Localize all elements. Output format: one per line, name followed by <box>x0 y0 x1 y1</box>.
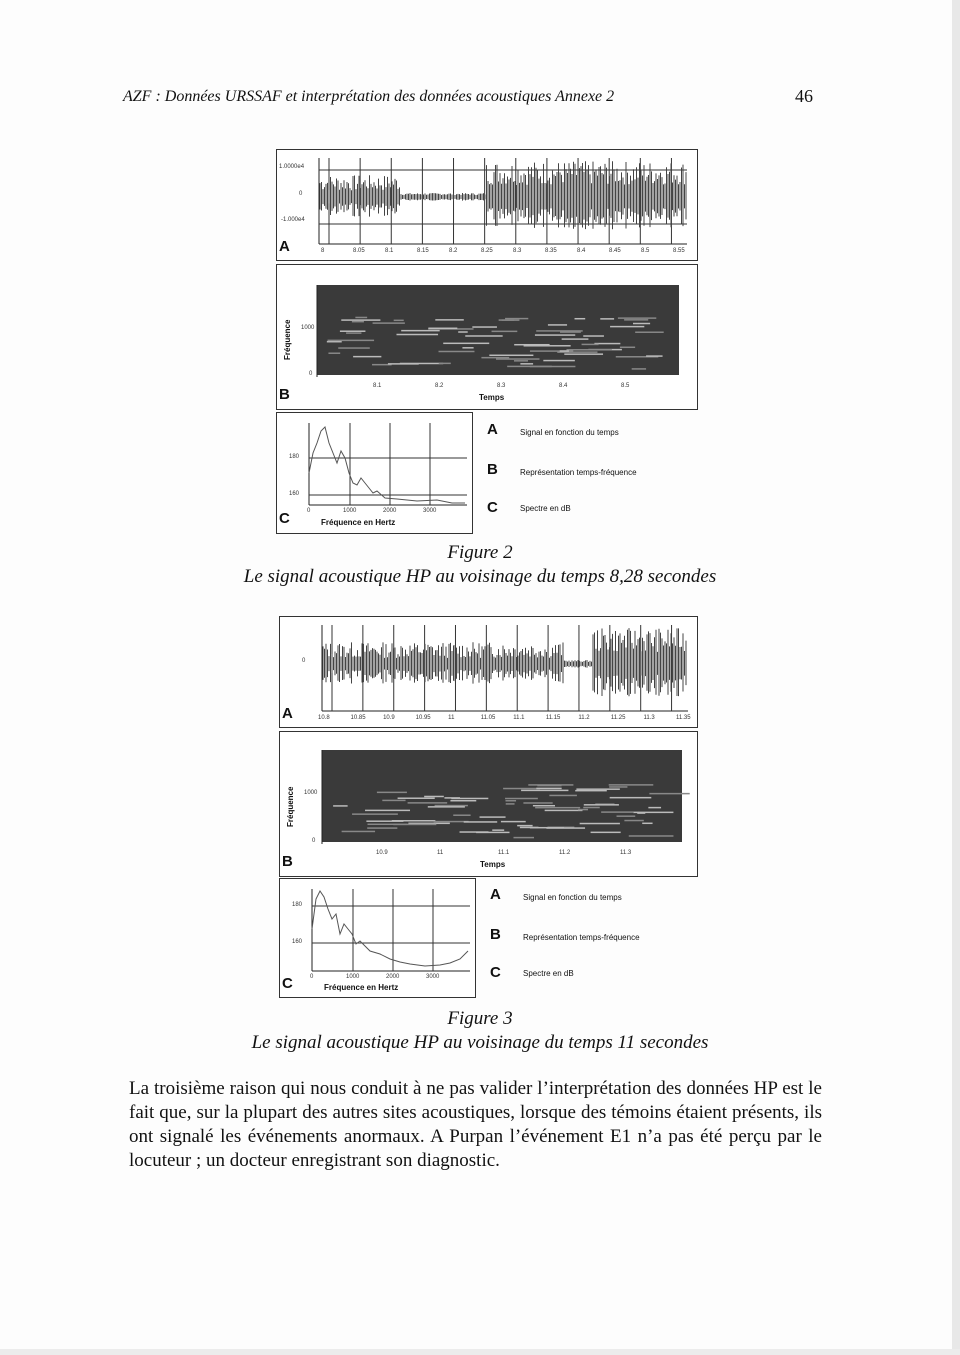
spectrogram-streak <box>528 784 573 786</box>
figure-2-c-xtick-1000: 1000 <box>343 508 357 514</box>
spectrogram-streak <box>340 330 366 332</box>
figure-3-c-xtick-3000: 3000 <box>426 974 440 980</box>
x-tick-label: 10.9 <box>383 715 395 721</box>
spectrogram-streak <box>642 823 652 825</box>
x-tick-label: 8.15 <box>417 248 429 254</box>
spectrogram-streak <box>624 820 643 822</box>
figure-3-legend-a-text: Signal en fonction du temps <box>523 893 622 902</box>
spectrogram-streak <box>521 790 568 792</box>
spectrum-curve <box>309 427 465 503</box>
spectrogram-streak <box>517 825 532 827</box>
figure-2-b-xlabel: Temps <box>479 393 505 402</box>
figure-2-spectrogram-plot <box>277 265 699 411</box>
spectrogram-streak <box>396 334 438 336</box>
spectrogram-streak <box>591 832 621 834</box>
spectrogram-streak <box>649 793 689 795</box>
figure-3-b-xlabel: Temps <box>480 860 506 869</box>
page-number: 46 <box>795 86 813 106</box>
spectrogram-streak <box>546 827 585 829</box>
figure-2-c-ytick-160: 160 <box>289 491 300 497</box>
spectrogram-streak <box>450 800 476 802</box>
spectrogram-streak <box>514 344 549 346</box>
x-tick-label: 11.15 <box>545 715 561 721</box>
x-tick-label: 11.35 <box>676 715 691 721</box>
figure-3-spectrogram-plot <box>280 732 699 878</box>
x-tick-label: 11 <box>448 715 455 721</box>
x-tick-label: 11.3 <box>643 715 655 721</box>
spectrogram-streak <box>341 319 380 321</box>
spectrogram-streak <box>365 810 410 812</box>
spectrogram-streak <box>535 334 575 336</box>
spectrogram-streak <box>620 347 635 349</box>
figure-2-legend-b-letter: B <box>487 461 498 478</box>
x-tick-label: 8.35 <box>545 248 557 254</box>
spectrogram-streak <box>443 343 489 345</box>
figure-2-spectrum-plot <box>277 413 474 535</box>
spectrogram-streak <box>501 821 526 823</box>
figure-2-c-xtick-0: 0 <box>307 508 311 514</box>
x-tick-label: 10.9 <box>376 850 388 856</box>
spectrogram-streak <box>575 318 586 320</box>
figure-3-spectrum-plot <box>280 879 477 999</box>
figure-3-a-letter: A <box>282 705 293 722</box>
figure-2-panel-a-waveform <box>276 149 698 261</box>
x-tick-label: 8.2 <box>435 383 444 389</box>
spectrogram-streak <box>632 368 646 370</box>
spectrogram-streak <box>388 363 419 365</box>
spectrogram-streak <box>575 790 607 792</box>
spectrogram-streak <box>584 804 619 806</box>
x-tick-label: 8.3 <box>497 383 506 389</box>
x-tick-label: 8.1 <box>373 383 382 389</box>
spectrogram-streak <box>560 350 569 352</box>
spectrogram-streak <box>543 360 575 362</box>
spectrogram-streak <box>637 812 645 814</box>
spectrogram-streak <box>507 366 552 368</box>
spectrogram-streak <box>465 335 502 337</box>
x-tick-label: 10.95 <box>415 715 431 721</box>
spectrogram-streak <box>458 331 468 333</box>
spectrogram-streak <box>601 811 634 813</box>
page-bottom-edge <box>0 1349 960 1355</box>
spectrogram-streak <box>610 326 644 328</box>
figure-2-legend-c-text: Spectre en dB <box>520 504 571 513</box>
spectrogram-streak <box>506 803 515 805</box>
page-edge <box>952 0 960 1355</box>
figure-3-panel-b-spectrogram <box>279 731 698 877</box>
spectrogram-streak <box>536 788 561 790</box>
figure-2-b-ytick-0: 0 <box>309 371 313 377</box>
figure-3-c-ytick-180: 180 <box>292 902 303 908</box>
x-tick-label: 11 <box>437 850 444 856</box>
spectrogram-streak <box>503 788 540 790</box>
figure-3-b-letter: B <box>282 853 293 870</box>
figure-3-caption-text: Le signal acoustique HP au voisinage du temps 11 secondes <box>251 1032 709 1053</box>
spectrogram-streak <box>566 349 611 351</box>
spectrogram-streak <box>434 821 469 823</box>
spectrogram-streak <box>377 792 407 794</box>
spectrogram-streak <box>428 806 465 808</box>
spectrogram-streak <box>393 824 436 826</box>
spectrogram-streak <box>408 802 448 804</box>
spectrogram-streak <box>609 786 627 788</box>
spectrogram-streak <box>492 829 504 831</box>
spectrogram-streak <box>514 360 528 362</box>
x-tick-label: 8.5 <box>641 248 650 254</box>
spectrogram-streak <box>646 355 662 357</box>
figure-3-panel-c-spectrum <box>279 878 476 998</box>
spectrogram-streak <box>580 823 620 825</box>
spectrogram-streak <box>439 351 475 353</box>
figure-3-legend-a-letter: A <box>490 886 501 903</box>
spectrogram-streak <box>548 324 567 326</box>
spectrogram-streak <box>564 353 603 355</box>
spectrum-curve <box>312 891 468 966</box>
spectrogram-streak <box>583 335 604 337</box>
x-tick-label: 11.25 <box>610 715 626 721</box>
figure-2-legend-a-text: Signal en fonction du temps <box>520 428 619 437</box>
figure-3-waveform-plot <box>280 617 699 729</box>
spectrogram-streak <box>464 821 497 823</box>
figure-2-c-letter: C <box>279 510 290 527</box>
x-tick-label: 8.4 <box>559 383 568 389</box>
spectrogram-streak <box>367 827 397 829</box>
spectrogram-streak <box>520 363 533 365</box>
figure-2-a-ytick-bottom: -1.000e4 <box>281 217 305 223</box>
figure-3-c-xtick-1000: 1000 <box>346 974 360 980</box>
x-tick-label: 8.1 <box>385 248 394 254</box>
spectrogram-streak <box>435 319 463 321</box>
x-tick-label: 11.3 <box>620 850 632 856</box>
spectrogram-streak <box>648 807 661 809</box>
spectrogram-streak <box>398 797 435 799</box>
figure-3-c-xtick-0: 0 <box>310 974 314 980</box>
x-tick-label: 11.1 <box>498 850 510 856</box>
spectrogram-streak <box>353 356 381 358</box>
spectrogram-streak <box>346 332 361 334</box>
figure-3-legend-b-letter: B <box>490 926 501 943</box>
spectrogram-streak <box>401 330 439 332</box>
figure-3-c-letter: C <box>282 975 293 992</box>
spectrogram-streak <box>328 340 375 342</box>
x-tick-label: 8 <box>321 248 325 254</box>
figure-3-b-ylabel: Fréquence <box>286 786 295 827</box>
figure-3-b-ytick-1000: 1000 <box>304 790 318 796</box>
figure-2-c-xtick-2000: 2000 <box>383 508 397 514</box>
spectrogram-streak <box>453 814 470 816</box>
spectrogram-streak <box>635 331 664 333</box>
figure-2-c-xtick-3000: 3000 <box>423 508 437 514</box>
figure-2-caption-text: Le signal acoustique HP au voisinage du temps 8,28 secondes <box>243 566 717 587</box>
figure-2-panel-c-spectrum <box>276 412 473 534</box>
spectrogram-streak <box>560 331 581 333</box>
spectrogram-streak <box>505 318 528 320</box>
spectrogram-streak <box>481 357 509 359</box>
spectrogram-streak <box>600 318 614 320</box>
spectrogram-streak <box>355 317 367 319</box>
figure-3-b-ytick-0: 0 <box>312 838 316 844</box>
spectrogram-streak <box>472 326 497 328</box>
figure-3-c-xlabel: Fréquence en Hertz <box>324 983 399 992</box>
spectrogram-streak <box>352 813 398 815</box>
figure-2-panel-b-spectrogram <box>276 264 698 410</box>
spectrogram-streak <box>505 800 516 802</box>
x-tick-label: 8.45 <box>609 248 621 254</box>
figure-3-legend-b-text: Représentation temps-fréquence <box>523 933 640 942</box>
figure-2-b-ytick-1000: 1000 <box>301 325 315 331</box>
spectrogram-streak <box>610 797 652 799</box>
spectrogram-streak <box>492 331 518 333</box>
x-tick-label: 8.05 <box>353 248 365 254</box>
figure-3-c-ytick-160: 160 <box>292 939 303 945</box>
figure-2-legend-b-text: Représentation temps-fréquence <box>520 468 637 477</box>
x-tick-label: 8.4 <box>577 248 586 254</box>
figure-3-a-ytick-zero: 0 <box>302 658 306 664</box>
x-tick-label: 10.85 <box>350 715 366 721</box>
x-tick-label: 8.5 <box>621 383 630 389</box>
figure-3-legend-c-text: Spectre en dB <box>523 969 574 978</box>
spectrogram-streak <box>333 805 347 807</box>
figure-2-b-letter: B <box>279 386 290 403</box>
spectrogram-streak <box>496 358 539 360</box>
figure-3-c-xtick-2000: 2000 <box>386 974 400 980</box>
spectrogram-streak <box>451 798 488 800</box>
figure-2-legend-c-letter: C <box>487 499 498 516</box>
figure-2-c-xlabel: Fréquence en Hertz <box>321 518 396 527</box>
spectrogram-streak <box>535 807 580 809</box>
x-tick-label: 8.2 <box>449 248 458 254</box>
figure-2-caption-title: Figure 2 <box>447 542 513 563</box>
spectrogram-streak <box>424 796 444 797</box>
spectrogram-streak <box>562 338 589 340</box>
spectrogram-streak <box>609 784 654 786</box>
spectrogram-streak <box>338 347 370 349</box>
body-paragraph: La troisième raison qui nous conduit à ne pas valider l’interprétation des données HP est le fait que, sur la plupart des autres sites acoustiques, lorsque des témoins étaient présents, ils ont signalé les événements anormaux. A Purpan l’événement E1 n’a pas été perçu par le locuteur ; un docteur enregistrant son diagnostic. <box>129 1078 822 1171</box>
figure-2-c-ytick-180: 180 <box>289 454 300 460</box>
figure-2-legend-a-letter: A <box>487 421 498 438</box>
spectrogram-streak <box>523 802 552 804</box>
x-tick-label: 11.2 <box>578 715 590 721</box>
spectrogram-streak <box>618 317 656 319</box>
spectrogram-streak <box>549 795 577 797</box>
spectrogram-streak <box>328 352 340 354</box>
spectrogram-streak <box>480 816 506 818</box>
spectrogram-streak <box>583 807 599 809</box>
figure-2-a-letter: A <box>279 238 290 255</box>
spectrogram-streak <box>489 355 533 357</box>
spectrogram-streak <box>327 341 342 343</box>
spectrogram-streak <box>505 798 538 800</box>
figure-2-a-ytick-zero: 0 <box>299 191 303 197</box>
figure-2-b-ylabel: Fréquence <box>283 319 292 360</box>
figure-3-legend-c-letter: C <box>490 964 501 981</box>
spectrogram-streak <box>439 363 451 365</box>
spectrogram-streak <box>476 832 509 834</box>
spectrogram-streak <box>545 810 583 812</box>
page-header: AZF : Données URSSAF et interprétation des données acoustiques Annexe 2 <box>123 88 615 105</box>
spectrogram-streak <box>502 319 520 321</box>
spectrogram-streak <box>617 815 636 817</box>
spectrogram-streak <box>624 319 648 321</box>
x-tick-label: 11.1 <box>513 715 525 721</box>
spectrogram-streak <box>633 323 650 325</box>
spectrogram-streak <box>428 328 457 330</box>
spectrogram-streak <box>342 831 375 833</box>
spectrogram-streak <box>394 320 404 322</box>
spectrogram-streak <box>578 809 588 811</box>
x-tick-label: 11.05 <box>480 715 496 721</box>
figure-3-panel-a-waveform <box>279 616 698 728</box>
spectrogram-streak <box>629 835 674 837</box>
spectrogram-streak <box>373 322 405 324</box>
x-tick-label: 8.25 <box>481 248 493 254</box>
figure-3-caption-title: Figure 3 <box>447 1008 513 1029</box>
x-tick-label: 8.55 <box>673 248 685 254</box>
spectrogram-streak <box>352 321 364 323</box>
spectrogram-streak <box>576 788 619 790</box>
spectrogram-streak <box>462 347 473 349</box>
spectrogram-streak <box>533 805 555 807</box>
spectrogram-streak <box>435 805 468 807</box>
figure-2-a-ytick-top: 1.0000e4 <box>279 164 305 170</box>
spectrogram-streak <box>582 344 599 346</box>
spectrogram-streak <box>366 820 403 822</box>
x-tick-label: 8.3 <box>513 248 522 254</box>
spectrogram-streak <box>382 800 405 802</box>
x-tick-label: 10.8 <box>318 715 330 721</box>
x-tick-label: 11.2 <box>559 850 571 856</box>
spectrogram-streak <box>513 837 534 839</box>
figure-2-waveform-plot <box>277 150 699 262</box>
